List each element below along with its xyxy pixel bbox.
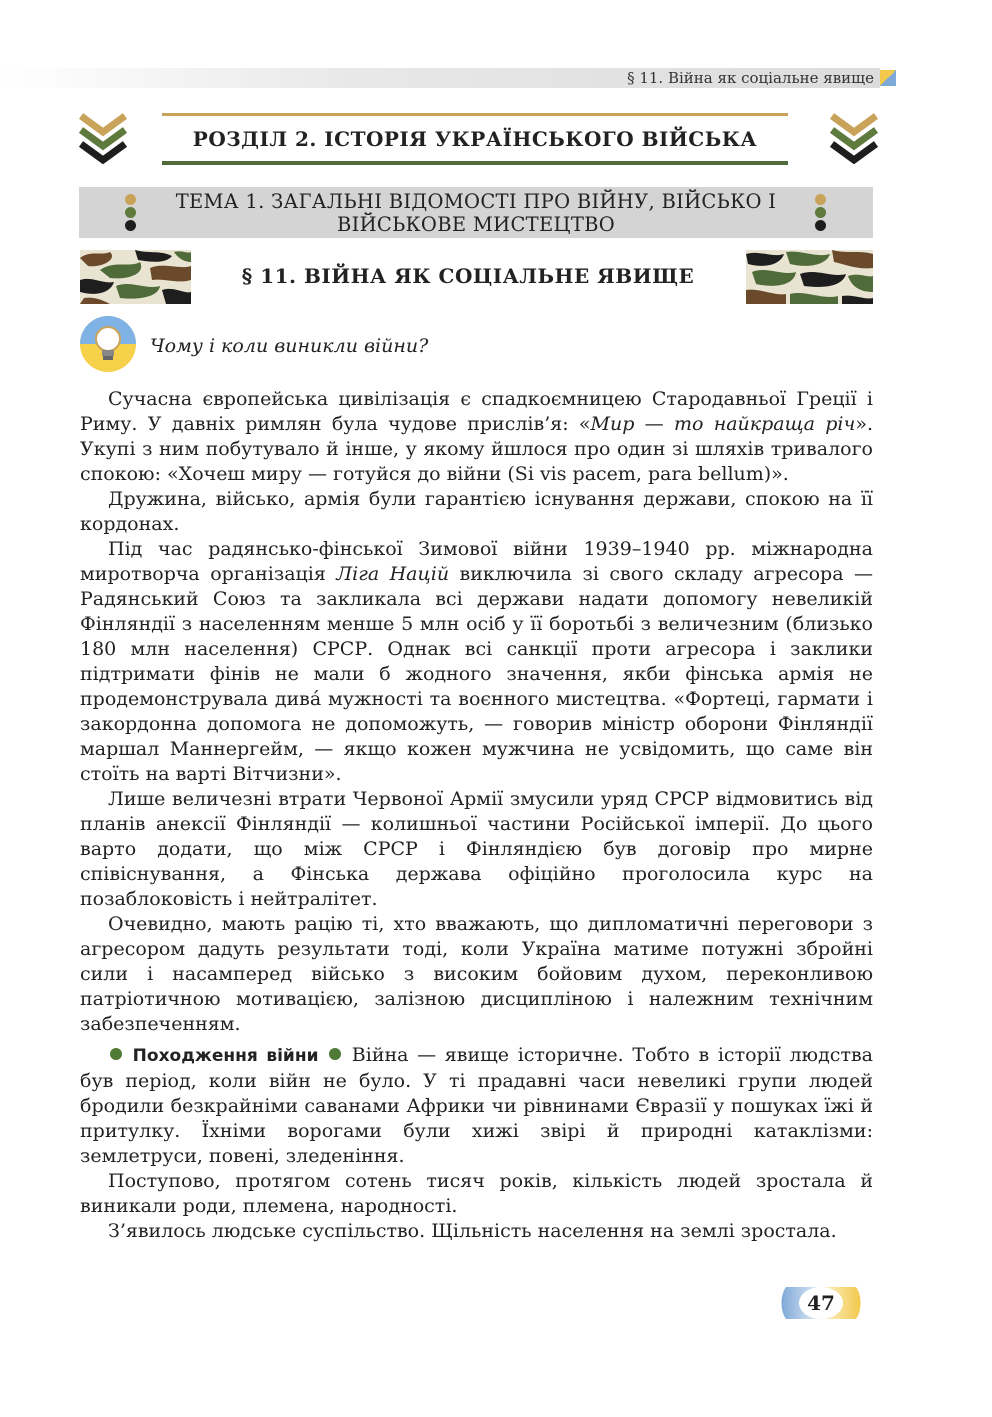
body-paragraph xyxy=(80,537,873,787)
body-text xyxy=(80,387,873,1244)
subsection-paragraph xyxy=(80,1043,873,1169)
topic-title xyxy=(139,190,813,236)
text-run: Сучасна європейська цивілізація є спадкоємницею Стародавньої Греції і Риму. У давніх римлян була чудове прислів’я: « xyxy=(80,388,873,435)
body-paragraph: Очевидно, мають рацію ті, хто вважають, що дипломатичні переговори з агресором дадуть результати тоді, коли Україна матиме потужні збройні сили і насамперед військо з високим бойовим духом, переконливою патріотичною мотивацією, залізною дисципліною і належним технічним забезпеченням. xyxy=(80,913,873,1035)
body-paragraph xyxy=(80,387,873,487)
bullet-icon xyxy=(110,1048,122,1060)
lightbulb-icon xyxy=(78,315,138,373)
bullet-icon xyxy=(329,1048,341,1060)
italic-term: Ліга Націй xyxy=(336,563,450,585)
body-paragraph: Лише величезні втрати Червоної Армії змусили уряд СРСР відмовитись від планів анексії Фінляндії — колишньої частини Російської імперії. До цього варто додати, що між СРСР і Фінляндією був договір про мирне співіснування, а Фінська держава офіційно проголосила курс на позаблоковість і нейтралітет. xyxy=(80,788,873,910)
body-paragraph: З’явилось людське суспільство. Щільність населення на землі зростала. xyxy=(108,1220,837,1242)
text-run: Війна — явище історичне. Тобто в історії людства був період, коли війн не було. У ті прадавні часи невеликі групи людей бродили безкрайніми саванами Африки чи рівнинами Євразії у пошуках їжі й притулку. Їхніми ворогами були хижі звірі й природні катаклізми: землетруси, повені, зледеніння. xyxy=(80,1044,873,1167)
camouflage-pattern xyxy=(80,250,191,304)
chevron-decor-icon xyxy=(79,112,127,164)
page-number-badge xyxy=(778,1285,864,1321)
section-header xyxy=(162,113,788,165)
running-head: § 11. Війна як соціальне явище xyxy=(627,69,874,87)
camouflage-pattern xyxy=(746,250,873,304)
corner-mark-icon xyxy=(880,70,896,86)
section-title: РОЗДІЛ 2. ІСТОРІЯ УКРАЇНСЬКОГО ВІЙСЬКА xyxy=(192,127,758,151)
dots-decor-icon xyxy=(815,194,827,233)
page-number: 47 xyxy=(807,1291,835,1315)
dots-decor-icon xyxy=(125,194,137,233)
chevron-decor-icon xyxy=(830,112,878,164)
section-rule-top xyxy=(162,113,788,116)
section-rule-bottom xyxy=(162,161,788,165)
body-paragraph: Дружина, військо, армія були гарантією існування держави, спокою на її кордонах. xyxy=(80,488,873,535)
text-run: ». Укупі з ним побутувало й інше, у якому йшлося про один зі шляхів тривалого спокою: «Хочеш миру — готуйся до війни (Si vis pacem, para bellum)». xyxy=(80,413,873,485)
topic-title-line2: ВІЙСЬКОВЕ МИСТЕЦТВО xyxy=(336,213,616,236)
text-run: Під час радянсько-фінської Зимової війни 1939–1940 рр. міжнародна миротворча організація xyxy=(80,538,873,585)
topic-title-line1: ТЕМА 1. ЗАГАЛЬНІ ВІДОМОСТІ ПРО ВІЙНУ, ВІЙСЬКО І xyxy=(175,190,777,213)
topic-box xyxy=(79,187,873,238)
italic-quote: Мир — то найкраща річ xyxy=(590,413,856,435)
body-paragraph: Поступово, протягом сотень тисяч років, кількість людей зростала й виникали роди, племена, народності. xyxy=(80,1170,873,1217)
text-run: виключила зі свого складу агресора — Радянський Союз та закликала всі держави надати допомогу невеликій Фінляндії з населенням менше 5 млн осіб у її боротьбі з величезним (близько 180 млн населення) СРСР. Однак всі санкції проти агресора і заклики підтримати фінів не мали б жодного значення, якби фінська армія не продемонструвала дива́ мужності та воєнного мистецтва. «Фортеці, гармати і закордонна допомога не допоможуть, — говорив міністр оборони Фінляндії маршал Маннергейм, — якщо кожен мужчина не усвідомить, що саме він стоїть на варті Вітчизни». xyxy=(80,563,873,785)
paragraph-title: § 11. ВІЙНА ЯК СОЦІАЛЬНЕ ЯВИЩЕ xyxy=(241,264,695,288)
subsection-heading: Походження війни xyxy=(132,1046,319,1066)
question-text: Чому і коли виникли війни? xyxy=(150,335,429,357)
